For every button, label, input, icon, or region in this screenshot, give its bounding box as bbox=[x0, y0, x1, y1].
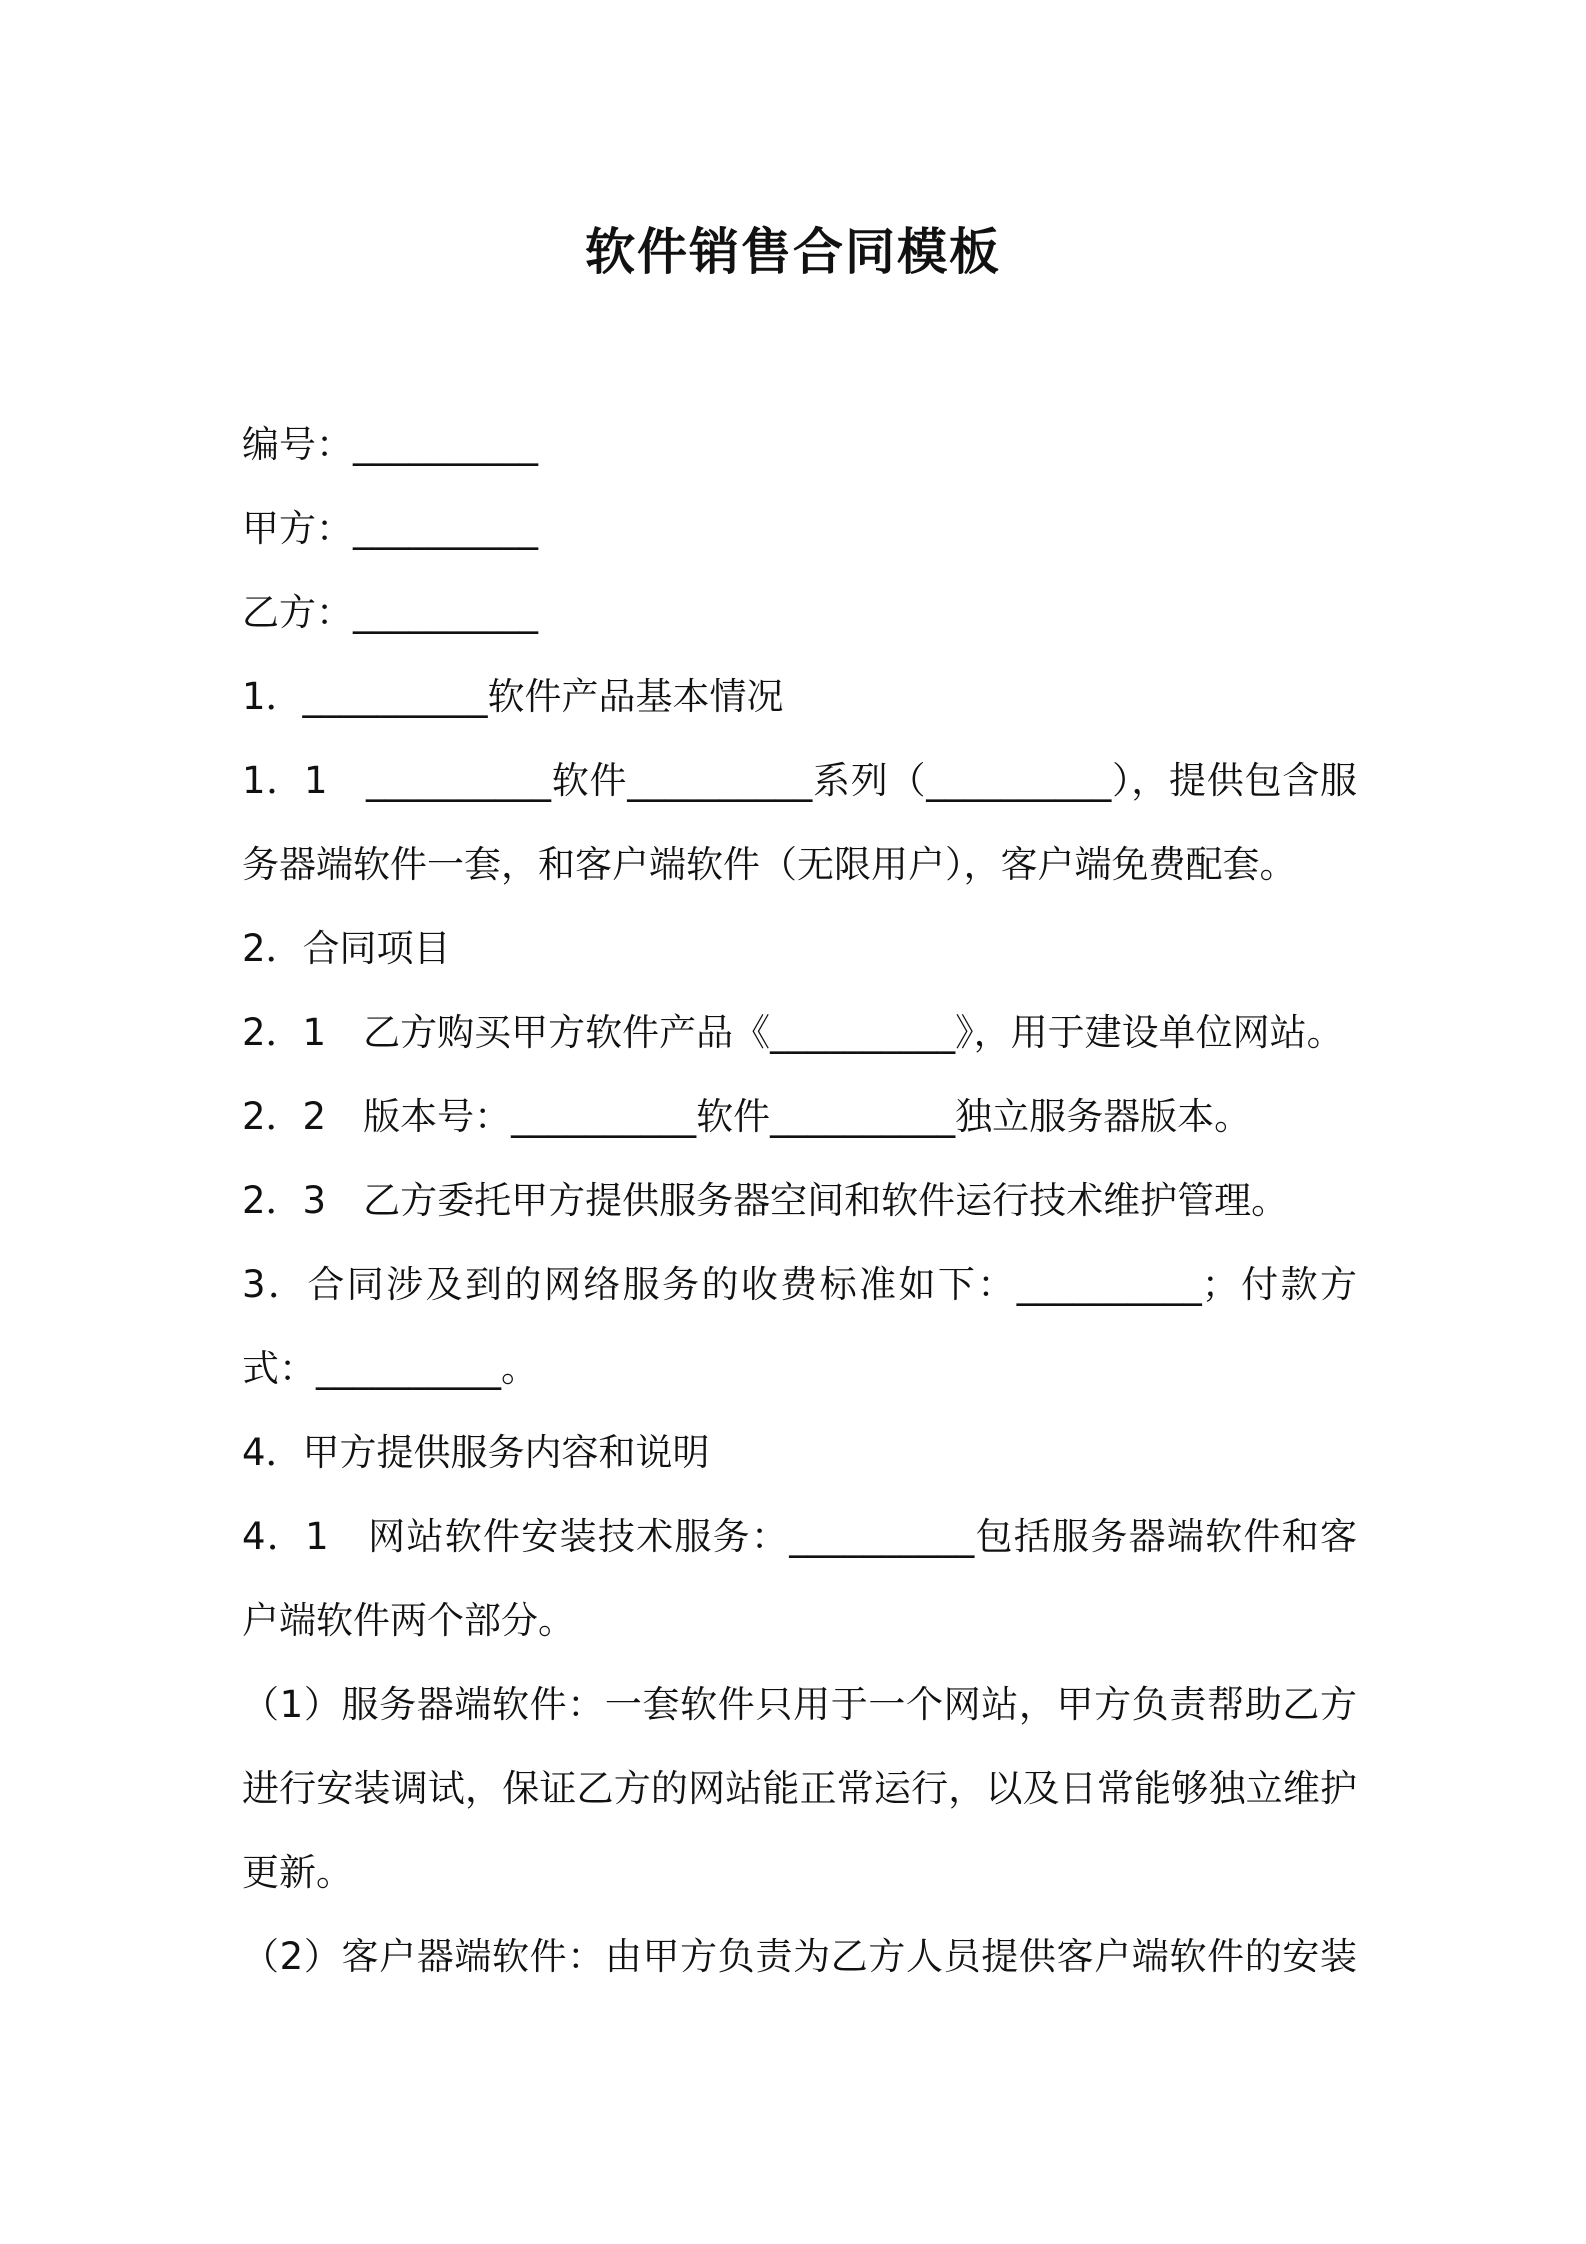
field-party-a: 甲方：__________ bbox=[242, 507, 538, 550]
clause-4-1-line: 4．1 网站软件安装技术服务：__________包括服务器端软件和客 bbox=[242, 1515, 1357, 1558]
page-title: 软件销售合同模板 bbox=[585, 223, 1001, 281]
clause-4-1-continued: 户端软件两个部分。 bbox=[242, 1599, 575, 1642]
clause-3-continued: 式：__________。 bbox=[242, 1347, 538, 1390]
field-number: 编号：__________ bbox=[242, 423, 538, 466]
clause-3-line: 3．合同涉及到的网络服务的收费标准如下：__________；付款方 bbox=[242, 1263, 1357, 1306]
item-2-line: （2）客户器端软件：由甲方负责为乙方人员提供客户端软件的安装 bbox=[242, 1935, 1357, 1978]
item-1-line-2: 进行安装调试，保证乙方的网站能正常运行，以及日常能够独立维护 bbox=[242, 1767, 1357, 1810]
item-1-continued: 更新。 bbox=[242, 1851, 353, 1894]
section-heading-1: 1．__________软件产品基本情况 bbox=[242, 675, 784, 718]
field-party-b: 乙方：__________ bbox=[242, 591, 538, 634]
clause-2-2: 2．2 版本号：__________软件__________独立服务器版本。 bbox=[242, 1095, 1252, 1138]
section-heading-2: 2．合同项目 bbox=[242, 927, 451, 970]
clause-2-3: 2．3 乙方委托甲方提供服务器空间和软件运行技术维护管理。 bbox=[242, 1179, 1289, 1222]
document-body bbox=[242, 403, 1357, 1999]
clause-2-1: 2．1 乙方购买甲方软件产品《__________》，用于建设单位网站。 bbox=[242, 1011, 1344, 1054]
clause-1-1-line: 1．1 __________软件__________系列（__________），提供包含服 bbox=[242, 759, 1357, 802]
section-heading-4: 4．甲方提供服务内容和说明 bbox=[242, 1431, 710, 1474]
item-1-line: （1）服务器端软件：一套软件只用于一个网站，甲方负责帮助乙方 bbox=[242, 1683, 1357, 1726]
clause-1-1-continued: 务器端软件一套，和客户端软件（无限用户），客户端免费配套。 bbox=[242, 843, 1297, 886]
